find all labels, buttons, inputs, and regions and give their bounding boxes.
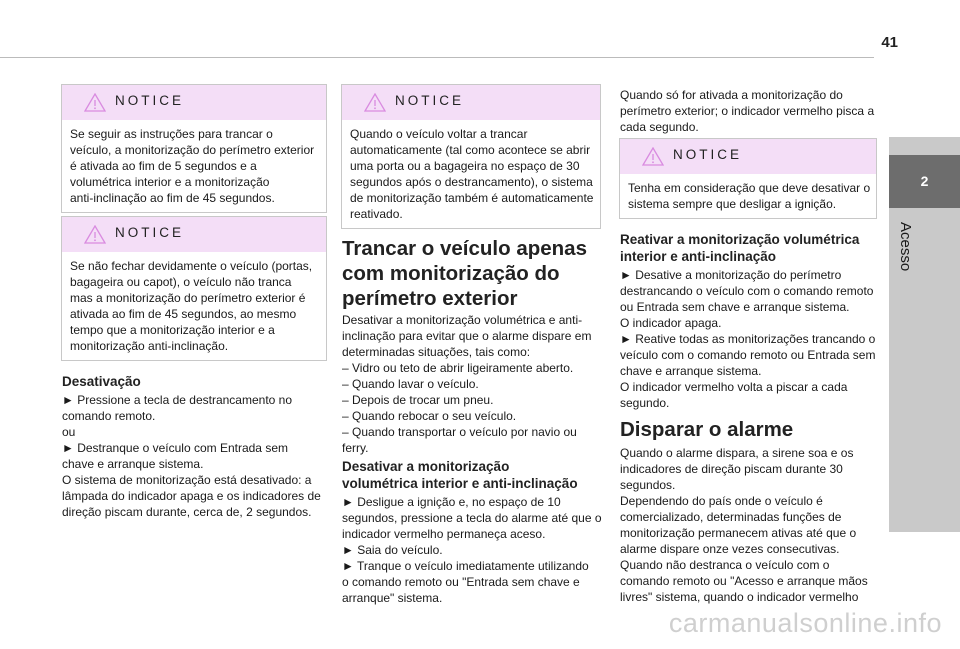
warning-icon [642,147,664,166]
text-line: – Depois de trocar um pneu. [342,393,494,407]
text-line: Dependendo do país onde o veículo é [620,494,823,508]
watermark: carmanualsonline.info [668,608,942,638]
text-line: tempo que a monitorização interior e a [70,323,275,337]
text-line: veículo com o comando remoto ou Entrada sem [620,348,876,362]
text-line: ou Entrada sem chave e arranque sistema. [620,300,850,314]
text-line: cada segundo. [620,120,699,134]
header-rule [0,57,874,58]
text-line: perímetro exterior [342,287,518,310]
text-line: ► Destranque o veículo com Entrada sem [62,441,288,455]
side-tab-chapter-label: Acesso [897,222,914,272]
text-line: Reativar a monitorização volumétrica [620,232,860,247]
desativacao-body [62,392,328,520]
text-line: segundos, pressione a tecla do alarme até que o [342,511,602,525]
perimeter-indicator-intro [620,87,878,135]
text-line: Quando o alarme dispara, a sirene soa e os [620,446,854,460]
text-line: segundo. [620,396,670,410]
notice-text [62,252,326,360]
text-line: ► Saia do veículo. [342,543,443,557]
section-heading-desativacao: Desativação [62,374,141,389]
text-line: ferry. [342,441,369,455]
section-heading-reactivate-volumetric [620,231,878,265]
text-line: alarme dispare onze vezes consecutivas. [620,542,840,556]
text-line: segundos. [620,478,676,492]
notice-title: NOTICE [115,225,185,240]
text-line: O indicador vermelho volta a piscar a cada [620,380,848,394]
text-line: Quando não destranca o veículo com o [620,558,830,572]
text-line: indicadores de direção piscam durante 30 [620,462,843,476]
notice-header [620,139,876,174]
text-line: lâmpada do indicador apaga e os indicadores de [62,489,321,503]
warning-icon [84,225,106,244]
text-line: destrancando o veículo com o comando remoto [620,284,874,298]
text-line: comando remoto ou "Acesso e arranque mãos [620,574,868,588]
text-line: – Quando transportar o veículo por navio ou [342,425,577,439]
text-line: chave e arranque sistema. [620,364,762,378]
text-line: com monitorização do [342,262,560,285]
text-line: monitorização anti-inclinação. [70,339,229,353]
text-line: volumétrica interior e anti-inclinação [342,476,578,491]
warning-icon [84,93,106,112]
text-line: automaticamente (tal como acontece se abrir [350,143,591,157]
notice-header [342,85,600,120]
section-title-alarm-trigger: Disparar o alarme [620,418,794,441]
text-line: Se não fechar devidamente o veículo (portas, [70,259,313,273]
text-line: anti-inclinação ao fim de 45 segundos. [70,191,275,205]
warning-icon [364,93,386,112]
text-line: determinadas situações, tais como: [342,345,531,359]
text-line: Quando o veículo voltar a trancar [350,127,528,141]
text-line: perímetro exterior; o indicador vermelho pisca a [620,104,875,118]
notice-header [62,85,326,120]
text-line: ► Reative todas as monitorizações trancando o [620,332,876,346]
text-line: Desativar a monitorização [342,459,510,474]
notice-title: NOTICE [673,147,743,162]
text-line: Trancar o veículo apenas [342,237,587,260]
perimeter-only-body [342,312,604,456]
deactivate-volumetric-body [342,494,604,606]
text-line: Tenha em consideração que deve desativar o [628,181,871,195]
text-line: ► Desligue a ignição e, no espaço de 10 [342,495,561,509]
text-line: O indicador apaga. [620,316,722,330]
text-line: sistema sempre que desligar a ignição. [628,197,837,211]
text-line: ativada ao fim de 45 segundos, ao mesmo [70,307,297,321]
notice-box-auto-relock [341,84,601,229]
text-line: chave e arranque sistema. [62,457,204,471]
text-line: veículo, a monitorização do perímetro exterior [70,143,315,157]
notice-box-locking [61,84,327,213]
text-line: ► Desative a monitorização do perímetro [620,268,842,282]
notice-box-ignition [619,138,877,219]
text-line: o comando remoto ou "Entrada sem chave e [342,575,580,589]
notice-box-not-closed [61,216,327,361]
text-line: reativado. [350,207,403,221]
text-line: Quando só for ativada a monitorização do [620,88,843,102]
text-line: ► Pressione a tecla de destrancamento no [62,393,293,407]
page-number: 41 [881,34,898,51]
text-line: interior e anti-inclinação [620,249,777,264]
text-line: Se seguir as instruções para trancar o [70,127,273,141]
text-line: livres" sistema, quando o indicador vermelho [620,590,859,604]
text-line: de monitorização também é automaticamente [350,191,594,205]
text-line: – Quando lavar o veículo. [342,377,479,391]
text-line: volumétrica interior e a monitorização [70,175,270,189]
section-title-perimeter-only [342,236,604,311]
text-line: monitorização permanecem ativas até que o [620,526,857,540]
text-line: O sistema de monitorização está desativado: a [62,473,312,487]
text-line: mas a monitorização do perímetro exterior é [70,291,306,305]
text-line: inclinação para evitar que o alarme dispare em [342,329,592,343]
alarm-trigger-body [620,445,878,605]
notice-text [620,174,876,218]
notice-header [62,217,326,252]
text-line: – Vidro ou teto de abrir ligeiramente aberto. [342,361,574,375]
text-line: – Quando rebocar o seu veículo. [342,409,517,423]
reactivate-volumetric-body [620,267,878,411]
text-line: indicador vermelho permaneça aceso. [342,527,546,541]
notice-title: NOTICE [115,93,185,108]
text-line: ou [62,425,76,439]
text-line: é ativada ao fim de 5 segundos e a [70,159,257,173]
section-heading-deactivate-volumetric [342,458,604,492]
text-line: Desativar a monitorização volumétrica e anti- [342,313,583,327]
text-line: arranque" sistema. [342,591,443,605]
text-line: uma porta ou a bagageira no espaço de 30 [350,159,580,173]
side-tab-chapter-number[interactable]: 2 [889,155,960,208]
notice-title: NOTICE [395,93,465,108]
notice-text [62,120,326,212]
text-line: comando remoto. [62,409,156,423]
text-line: ► Tranque o veículo imediatamente utilizando [342,559,589,573]
text-line: bagageira ou capot), o veículo não tranca [70,275,292,289]
notice-text [342,120,600,228]
text-line: comercializado, determinadas funções de [620,510,842,524]
text-line: segundos após o destrancamento), o sistema [350,175,593,189]
text-line: direção piscam durante, cerca de, 2 segundos. [62,505,312,519]
